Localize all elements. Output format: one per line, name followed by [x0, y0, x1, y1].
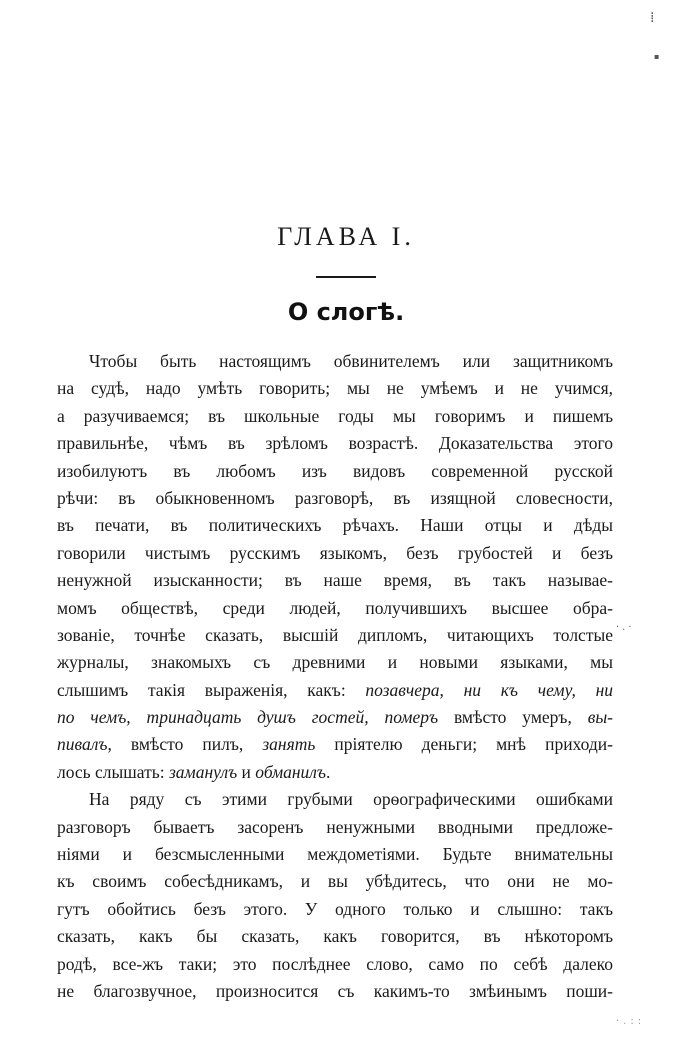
text-line: [57, 814, 613, 841]
italic-span: вы-: [587, 707, 613, 728]
text-span: Чтобы быть настоящимъ обвинителемъ или защитникомъ: [89, 351, 613, 371]
text-span: правильнѣе, чѣмъ въ зрѣломъ возрастѣ. Доказательства этого: [57, 433, 613, 454]
text-span: На ряду съ этими грубыми орѳографическими ошибками: [89, 789, 613, 810]
text-span: ніями и безсмысленными междометіями. Будьте внимательны: [57, 844, 613, 865]
text-line: [57, 540, 613, 567]
text-line: [57, 677, 613, 704]
text-line: [57, 458, 613, 485]
text-span: зованіе, точнѣе сказать, высшій дипломъ, читающихъ толстые: [57, 624, 613, 645]
text-line: [57, 731, 613, 758]
text-span: пріятелю деньги; мнѣ приходи-: [315, 734, 613, 755]
italic-span: заманулъ: [168, 761, 238, 782]
text-span: въ печати, въ политическихъ рѣчахъ. Наши отцы и дѣды: [57, 515, 613, 536]
text-span: разговоръ бываетъ засоренъ ненужными вводными предложе-: [57, 816, 613, 837]
title-rule: [316, 276, 376, 278]
text-line: [57, 567, 613, 594]
scan-speck: ·.·: [616, 622, 635, 633]
text-span: лось слышать:: [57, 761, 169, 782]
chapter-title: ГЛАВА I.: [277, 222, 415, 251]
text-span: а разучиваемся; въ школьные годы мы говоримъ и пишемъ: [57, 405, 613, 426]
text-line: [57, 868, 613, 895]
text-line: [57, 786, 613, 813]
text-span: сказать, какъ бы сказать, какъ говорится, въ нѣкоторомъ: [57, 926, 613, 947]
text-span: , вмѣсто пилъ,: [107, 734, 263, 755]
text-span: говорили чистымъ русскимъ языкомъ, безъ грубостей и безъ: [57, 542, 613, 563]
italic-span: пивалъ: [57, 734, 108, 755]
text-span: на судѣ, надо умѣть говорить; мы не умѣемъ и не учимся,: [57, 378, 613, 399]
text-line: [57, 896, 613, 923]
text-line: [57, 978, 613, 1005]
scan-speck: ▪: [654, 52, 660, 61]
scan-speck: ·.::: [616, 1016, 646, 1027]
text-span: изобилуютъ въ любомъ изъ видовъ современной русской: [57, 460, 613, 481]
text-line: [57, 403, 613, 430]
text-line: [57, 348, 613, 375]
text-span: къ своимъ собесѣдникамъ, и вы убѣдитесь, что они не мо-: [57, 871, 613, 892]
text-line: [57, 375, 613, 402]
italic-span: позавчера, ни къ чему, ни: [365, 679, 613, 700]
text-span: вмѣсто умеръ,: [438, 707, 588, 728]
italic-span: обманилъ: [255, 761, 327, 782]
section-title: О слогѣ.: [287, 298, 405, 326]
text-span: .: [326, 761, 331, 782]
scan-speck: ⁞: [650, 10, 655, 26]
text-span: журналы, знакомыхъ съ древними и новыми языками, мы: [57, 652, 613, 673]
text-span: не благозвучное, произносится съ какимъ-то змѣинымъ поши-: [57, 980, 613, 1001]
text-span: и: [237, 761, 256, 782]
text-line: [57, 759, 613, 786]
text-line: [57, 512, 613, 539]
text-line: [57, 595, 613, 622]
italic-span: занять: [262, 734, 316, 755]
body-text: [57, 348, 613, 1005]
text-span: рѣчи: въ обыкновенномъ разговорѣ, въ изящной словесности,: [57, 487, 613, 508]
text-line: [57, 485, 613, 512]
text-line: [57, 430, 613, 457]
text-line: [57, 951, 613, 978]
text-span: момъ обществѣ, среди людей, получившихъ высшее обра-: [57, 597, 613, 618]
text-span: родѣ, все-жъ таки; это послѣднее слово, само по себѣ далеко: [57, 953, 613, 974]
text-line: [57, 704, 613, 731]
text-line: [57, 841, 613, 868]
text-span: слышимъ такія выраженія, какъ:: [57, 679, 366, 700]
text-line: [57, 923, 613, 950]
text-line: [57, 622, 613, 649]
text-span: ненужной изысканности; въ наше время, въ такъ называе-: [57, 570, 613, 591]
text-span: гутъ обойтись безъ этого. У одного только и слышно: такъ: [57, 898, 613, 919]
text-line: [57, 649, 613, 676]
italic-span: по чемъ, тринадцать душъ гостей, померъ: [57, 707, 439, 728]
